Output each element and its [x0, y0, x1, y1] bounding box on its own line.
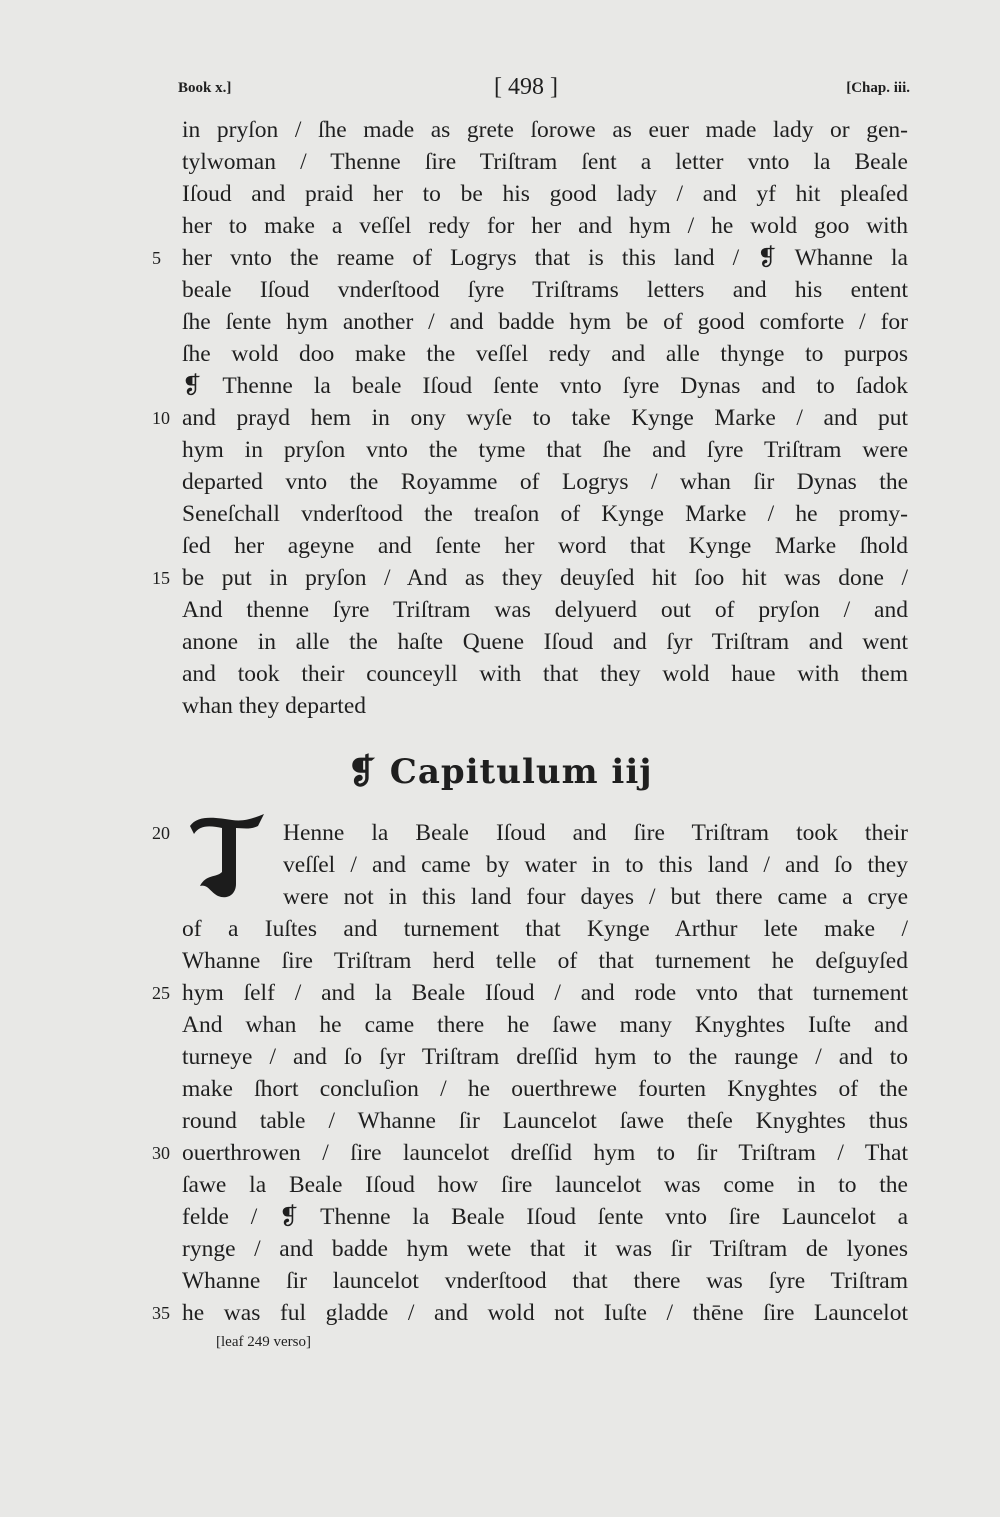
- text-line: Whanne ſir launcelot vnderſtood that there was ſyre Triſtram: [182, 1268, 908, 1294]
- line-number: 15: [152, 568, 170, 588]
- text-line: And thenne ſyre Triſtram was delyuerd out of pryſon / and: [182, 597, 908, 623]
- text-line: felde / ❡ Thenne la Beale Iſoud ſente vnto ſire Launcelot a: [182, 1204, 908, 1230]
- drop-cap-ornament: [188, 812, 268, 902]
- text-line: tylwoman / Thenne ſire Triſtram ſent a letter vnto la Beale: [182, 149, 908, 175]
- line-number: 30: [152, 1143, 170, 1163]
- text-line: her vnto the reame of Logrys that is this land / ❡ Whanne la: [182, 245, 908, 271]
- text-line: veſſel / and came by water in to this land / and ſo they: [283, 852, 908, 878]
- text-line: of a Iuſtes and turnement that Kynge Arthur lete make /: [182, 916, 908, 942]
- text-line: Iſoud and praid her to be his good lady / and yf hit pleaſed: [182, 181, 908, 207]
- text-line: turneye / and ſo ſyr Triſtram dreſſid hym to the raunge / and to: [182, 1044, 908, 1070]
- text-line: make ſhort concluſion / he ouerthrewe fourten Knyghtes of the: [182, 1076, 908, 1102]
- text-line: Whanne ſire Triſtram herd telle of that turnement he deſguyſed: [182, 948, 908, 974]
- page-number: [ 498 ]: [494, 74, 558, 100]
- text-line: and prayd hem in ony wyſe to take Kynge Marke / and put: [182, 405, 908, 431]
- text-line: whan they departed: [182, 693, 367, 719]
- chapter-heading: ❡ Capitulum iij: [347, 752, 653, 792]
- text-line: in pryſon / ſhe made as grete ſorowe as euer made lady or gen-: [182, 117, 908, 143]
- line-number: 5: [152, 248, 161, 268]
- text-line: beale Iſoud vnderſtood ſyre Triſtrams letters and his entent: [182, 277, 908, 303]
- header-chapter: [Chap. iii.: [846, 80, 910, 96]
- line-number: 20: [152, 823, 170, 843]
- text-line: departed vnto the Royamme of Logrys / whan ſir Dynas the: [182, 469, 908, 495]
- text-line: he was ful gladde / and wold not Iuſte / thēne ſire Launcelot: [182, 1300, 908, 1326]
- text-line: her to make a veſſel redy for her and hym / he wold goo with: [182, 213, 908, 239]
- text-line: were not in this land four dayes / but there came a crye: [283, 884, 908, 910]
- text-line: ſed her ageyne and ſente her word that Kynge Marke ſhold: [182, 533, 908, 559]
- text-line: rynge / and badde hym wete that it was ſir Triſtram de lyones: [182, 1236, 908, 1262]
- line-number: 10: [152, 408, 170, 428]
- text-line: hym in pryſon vnto the tyme that ſhe and ſyre Triſtram were: [182, 437, 908, 463]
- text-line: Henne la Beale Iſoud and ſire Triſtram took their: [283, 820, 908, 846]
- text-line: hym ſelf / and la Beale Iſoud / and rode vnto that turnement: [182, 980, 908, 1006]
- leaf-note: [leaf 249 verso]: [216, 1334, 311, 1350]
- text-line: ſhe ſente hym another / and badde hym be of good comforte / for: [182, 309, 908, 335]
- running-header: [178, 74, 910, 104]
- text-line: and took their counceyll with that they wold haue with them: [182, 661, 908, 687]
- header-book: Book x.]: [178, 80, 232, 96]
- text-line: ſawe la Beale Iſoud how ſire launcelot was come in to the: [182, 1172, 908, 1198]
- line-number: 35: [152, 1303, 170, 1323]
- text-line: Seneſchall vnderſtood the treaſon of Kynge Marke / he promy-: [182, 501, 908, 527]
- line-number: 25: [152, 983, 170, 1003]
- text-line: round table / Whanne ſir Launcelot ſawe theſe Knyghtes thus: [182, 1108, 908, 1134]
- text-line: ❡ Thenne la beale Iſoud ſente vnto ſyre Dynas and to ſadok: [182, 373, 908, 399]
- text-line: be put in pryſon / And as they deuyſed hit ſoo hit was done /: [182, 565, 908, 591]
- text-line: ouerthrowen / ſire launcelot dreſſid hym to ſir Triſtram / That: [182, 1140, 908, 1166]
- text-line: ſhe wold doo make the veſſel redy and alle thynge to purpos: [182, 341, 908, 367]
- text-line: And whan he came there he ſawe many Knyghtes Iuſte and: [182, 1012, 908, 1038]
- text-line: anone in alle the haſte Quene Iſoud and ſyr Triſtram and went: [182, 629, 908, 655]
